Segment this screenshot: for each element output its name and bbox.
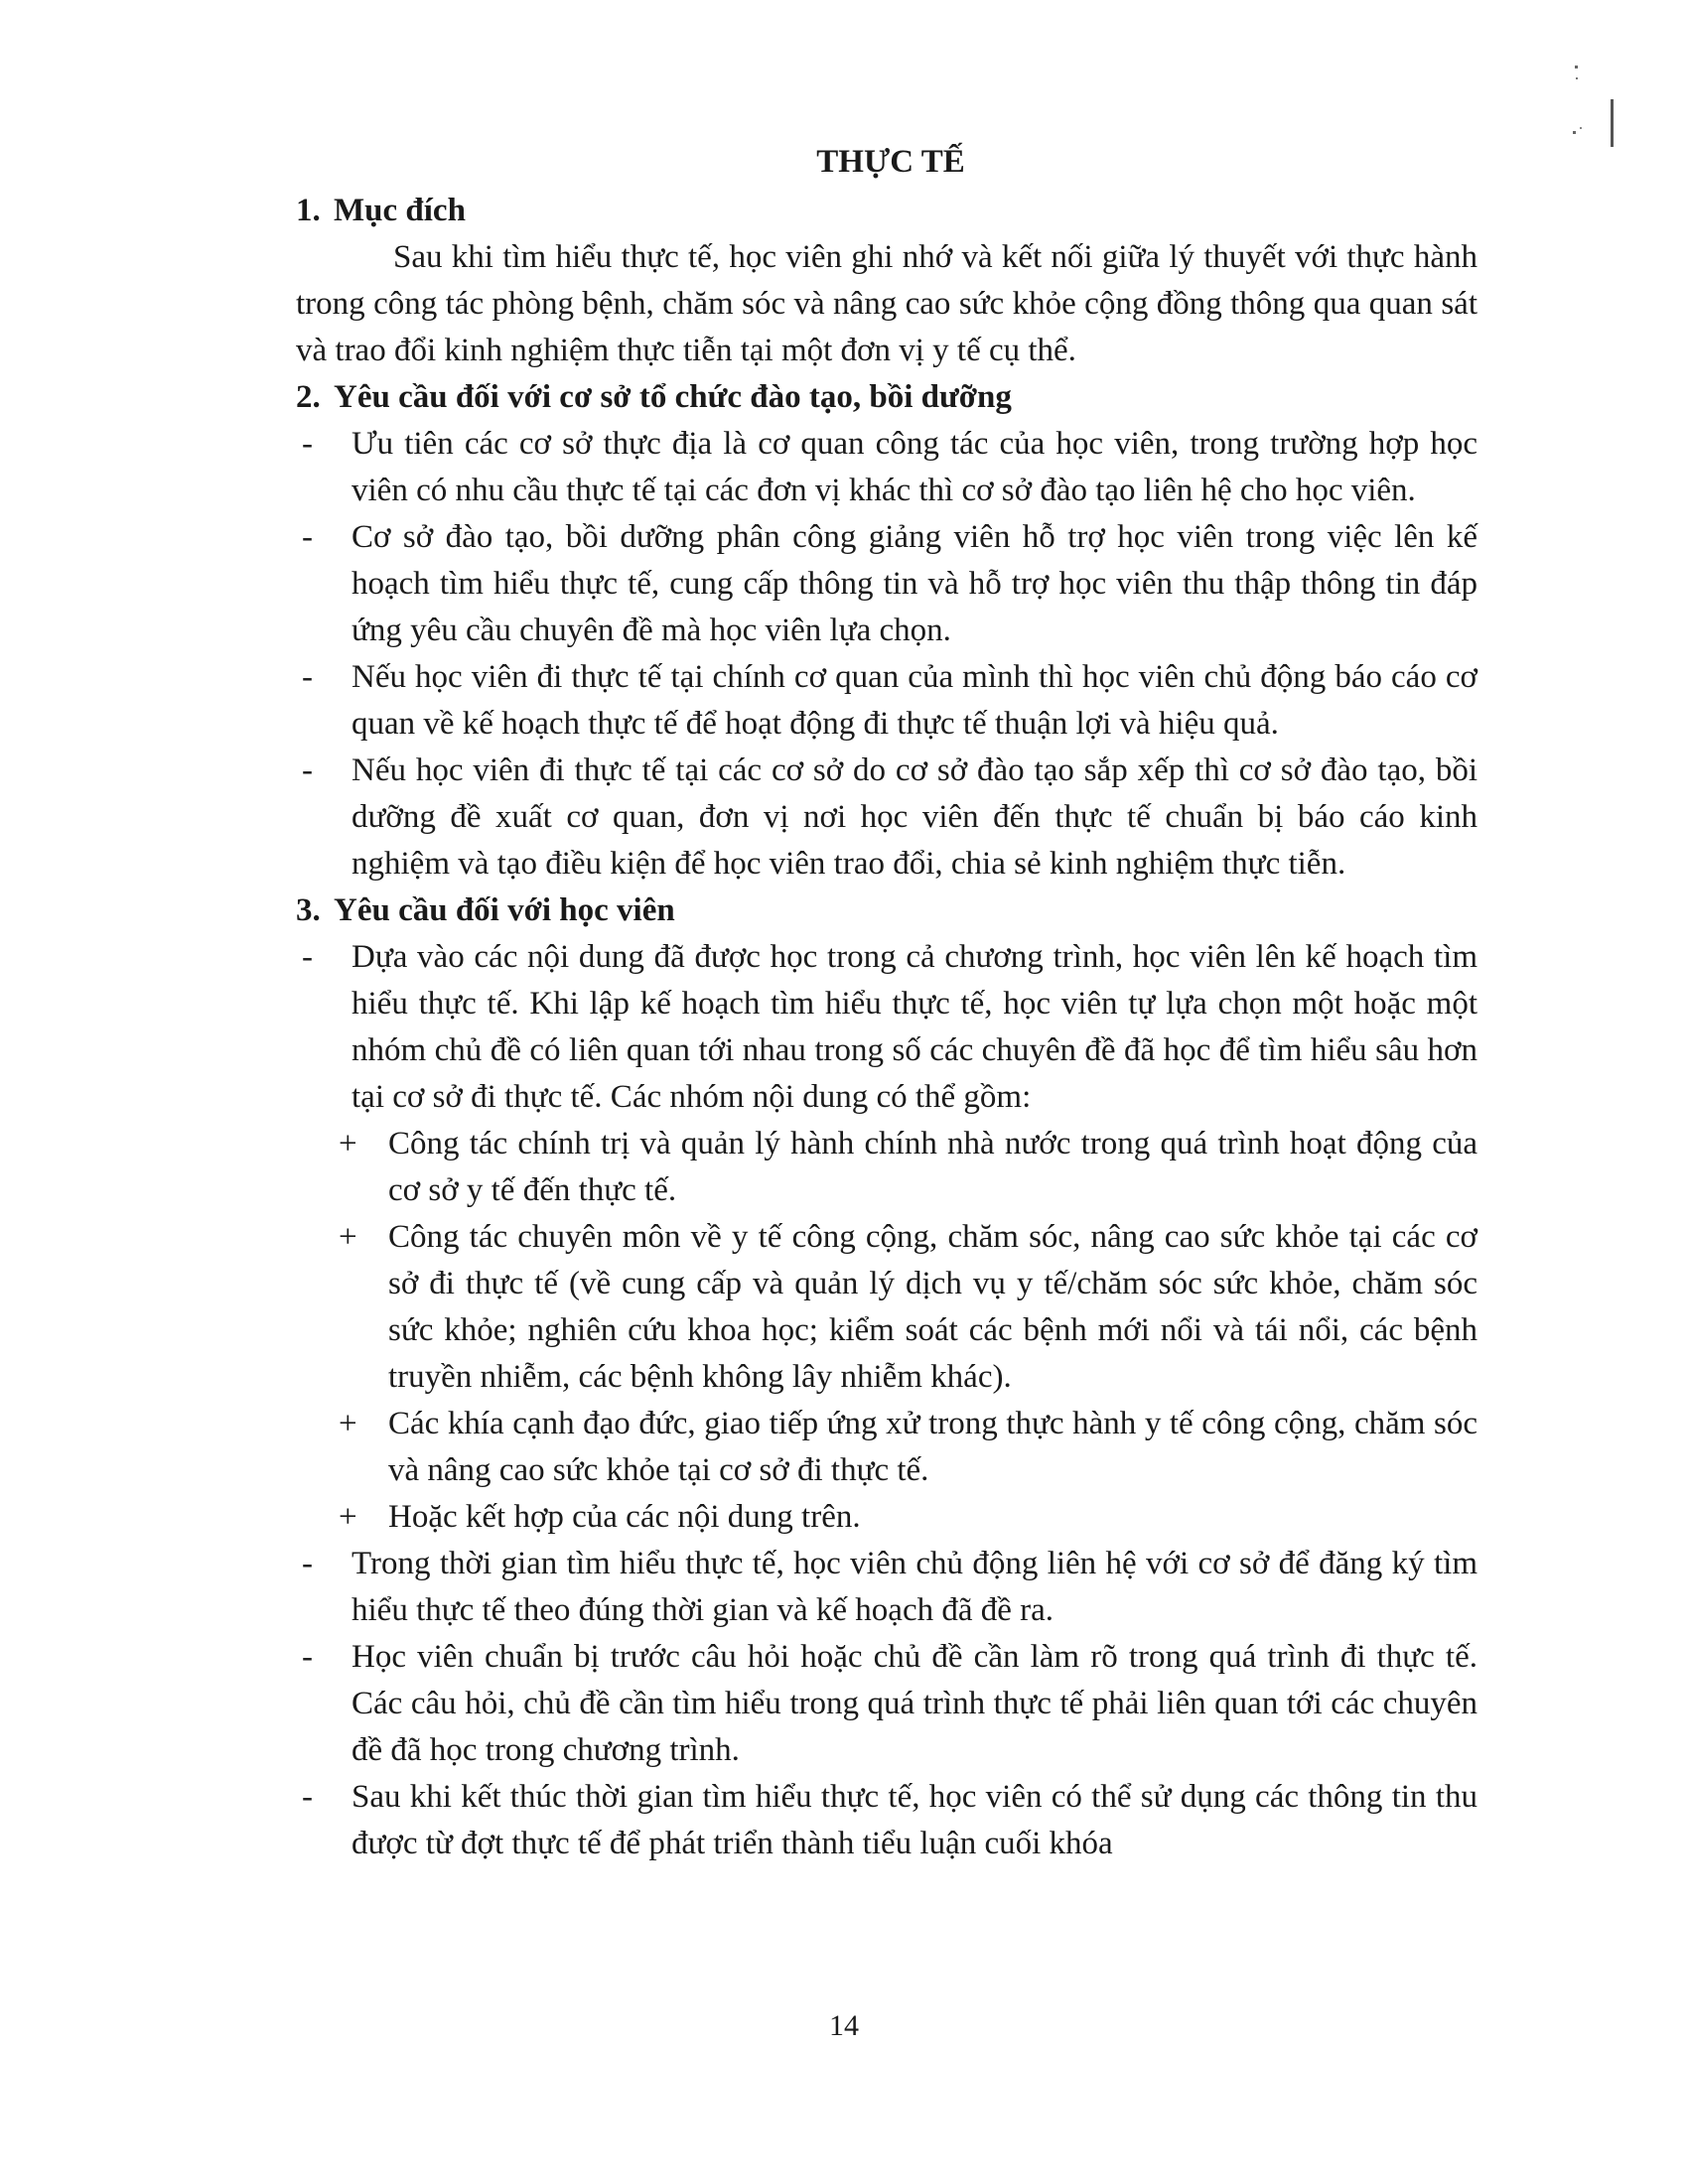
list-item-text: Sau khi kết thúc thời gian tìm hiểu thực tế, học viên có thể sử dụng các thông tin thu được từ đợt thực tế để phát triển thành tiểu luận cuối khóa bbox=[352, 1779, 1477, 1861]
dash-bullet: - bbox=[302, 1639, 313, 1675]
section-3-title: Yêu cầu đối với học viên bbox=[334, 892, 675, 928]
list-item-text: Trong thời gian tìm hiểu thực tế, học viên chủ động liên hệ với cơ sở để đăng ký tìm hiểu thực tế theo đúng thời gian và kế hoạch đã đề ra. bbox=[352, 1546, 1477, 1628]
sub-list-item-text: Hoặc kết hợp của các nội dung trên. bbox=[388, 1499, 861, 1535]
list-item-text: Ưu tiên các cơ sở thực địa là cơ quan công tác của học viên, trong trường hợp học viên có nhu cầu thực tế tại các đơn vị khác thì cơ sở đào tạo liên hệ cho học viên. bbox=[352, 426, 1477, 508]
dash-bullet: - bbox=[302, 752, 313, 788]
section-1-number: 1. bbox=[296, 193, 321, 228]
section-1-title: Mục đích bbox=[334, 193, 466, 228]
dash-bullet: - bbox=[302, 659, 313, 695]
sub-list-item-text: Các khía cạnh đạo đức, giao tiếp ứng xử trong thực hành y tế công cộng, chăm sóc và nâng cao sức khỏe tại cơ sở đi thực tế. bbox=[388, 1406, 1477, 1488]
list-item-text: Dựa vào các nội dung đã được học trong cả chương trình, học viên lên kế hoạch tìm hiểu thực tế. Khi lập kế hoạch tìm hiểu thực tế, học viên tự lựa chọn một hoặc một nhóm chủ đề có liên quan tới nhau trong số các chuyên đề đã học để tìm hiểu sâu hơn tại cơ sở đi thực tế. Các nhóm nội dung có thể gồm: bbox=[352, 939, 1477, 1115]
scan-artifact-marks bbox=[1571, 60, 1630, 149]
list-item-text: Học viên chuẩn bị trước câu hỏi hoặc chủ đề cần làm rõ trong quá trình đi thực tế. Các câu hỏi, chủ đề cần tìm hiểu trong quá trình thực tế phải liên quan tới các chuyên đề đã học trong chương trình. bbox=[352, 1639, 1477, 1768]
section-1-heading bbox=[296, 188, 1477, 234]
plus-bullet: + bbox=[339, 1499, 357, 1535]
sub-list-item bbox=[296, 1494, 1477, 1541]
dash-bullet: - bbox=[302, 426, 313, 462]
dash-bullet: - bbox=[302, 519, 313, 555]
list-item bbox=[296, 421, 1477, 514]
list-item-text: Nếu học viên đi thực tế tại chính cơ quan của mình thì học viên chủ động báo cáo cơ quan về kế hoạch thực tế để hoạt động đi thực tế thuận lợi và hiệu quả. bbox=[352, 659, 1477, 742]
section-3-number: 3. bbox=[296, 892, 321, 928]
list-item-text: Nếu học viên đi thực tế tại các cơ sở do cơ sở đào tạo sắp xếp thì cơ sở đào tạo, bồi dưỡng đề xuất cơ quan, đơn vị nơi học viên đến thực tế chuẩn bị báo cáo kinh nghiệm và tạo điều kiện để học viên trao đổi, chia sẻ kinh nghiệm thực tiễn. bbox=[352, 752, 1477, 882]
section-2-title: Yêu cầu đối với cơ sở tổ chức đào tạo, bồi dưỡng bbox=[334, 379, 1012, 415]
page-number: 14 bbox=[829, 2009, 859, 2042]
sub-list-item bbox=[296, 1214, 1477, 1401]
section-2-number: 2. bbox=[296, 379, 321, 415]
sub-list-item bbox=[296, 1401, 1477, 1494]
document-body bbox=[296, 139, 1477, 1867]
sub-list-item bbox=[296, 1121, 1477, 1214]
plus-bullet: + bbox=[339, 1126, 357, 1161]
plus-bullet: + bbox=[339, 1219, 357, 1255]
list-item-text: Cơ sở đào tạo, bồi dưỡng phân công giảng viên hỗ trợ học viên trong việc lên kế hoạch tìm hiểu thực tế, cung cấp thông tin và hỗ trợ học viên thu thập thông tin đáp ứng yêu cầu chuyên đề mà học viên lựa chọn. bbox=[352, 519, 1477, 648]
dash-bullet: - bbox=[302, 939, 313, 975]
section-2-heading bbox=[296, 374, 1477, 421]
sub-list-item-text: Công tác chính trị và quản lý hành chính nhà nước trong quá trình hoạt động của cơ sở y tế đến thực tế. bbox=[388, 1126, 1477, 1208]
list-item bbox=[296, 1774, 1477, 1867]
list-item bbox=[296, 654, 1477, 748]
document-title: THỰC TẾ bbox=[816, 144, 965, 180]
list-item bbox=[296, 514, 1477, 654]
list-item bbox=[296, 748, 1477, 887]
list-item bbox=[296, 934, 1477, 1121]
list-item bbox=[296, 1634, 1477, 1774]
plus-bullet: + bbox=[339, 1406, 357, 1441]
list-item bbox=[296, 1541, 1477, 1634]
dash-bullet: - bbox=[302, 1546, 313, 1581]
sub-list-item-text: Công tác chuyên môn về y tế công cộng, chăm sóc, nâng cao sức khỏe tại các cơ sở đi thực tế (về cung cấp và quản lý dịch vụ y tế/chăm sóc sức khỏe, chăm sóc sức khỏe; nghiên cứu khoa học; kiểm soát các bệnh mới nổi và tái nổi, các bệnh truyền nhiễm, các bệnh không lây nhiễm khác). bbox=[388, 1219, 1477, 1395]
section-1-paragraph: Sau khi tìm hiểu thực tế, học viên ghi nhớ và kết nối giữa lý thuyết với thực hành trong công tác phòng bệnh, chăm sóc và nâng cao sức khỏe cộng đồng thông qua quan sát và trao đổi kinh nghiệm thực tiễn tại một đơn vị y tế cụ thể. bbox=[296, 239, 1477, 368]
section-3-heading bbox=[296, 887, 1477, 934]
dash-bullet: - bbox=[302, 1779, 313, 1815]
